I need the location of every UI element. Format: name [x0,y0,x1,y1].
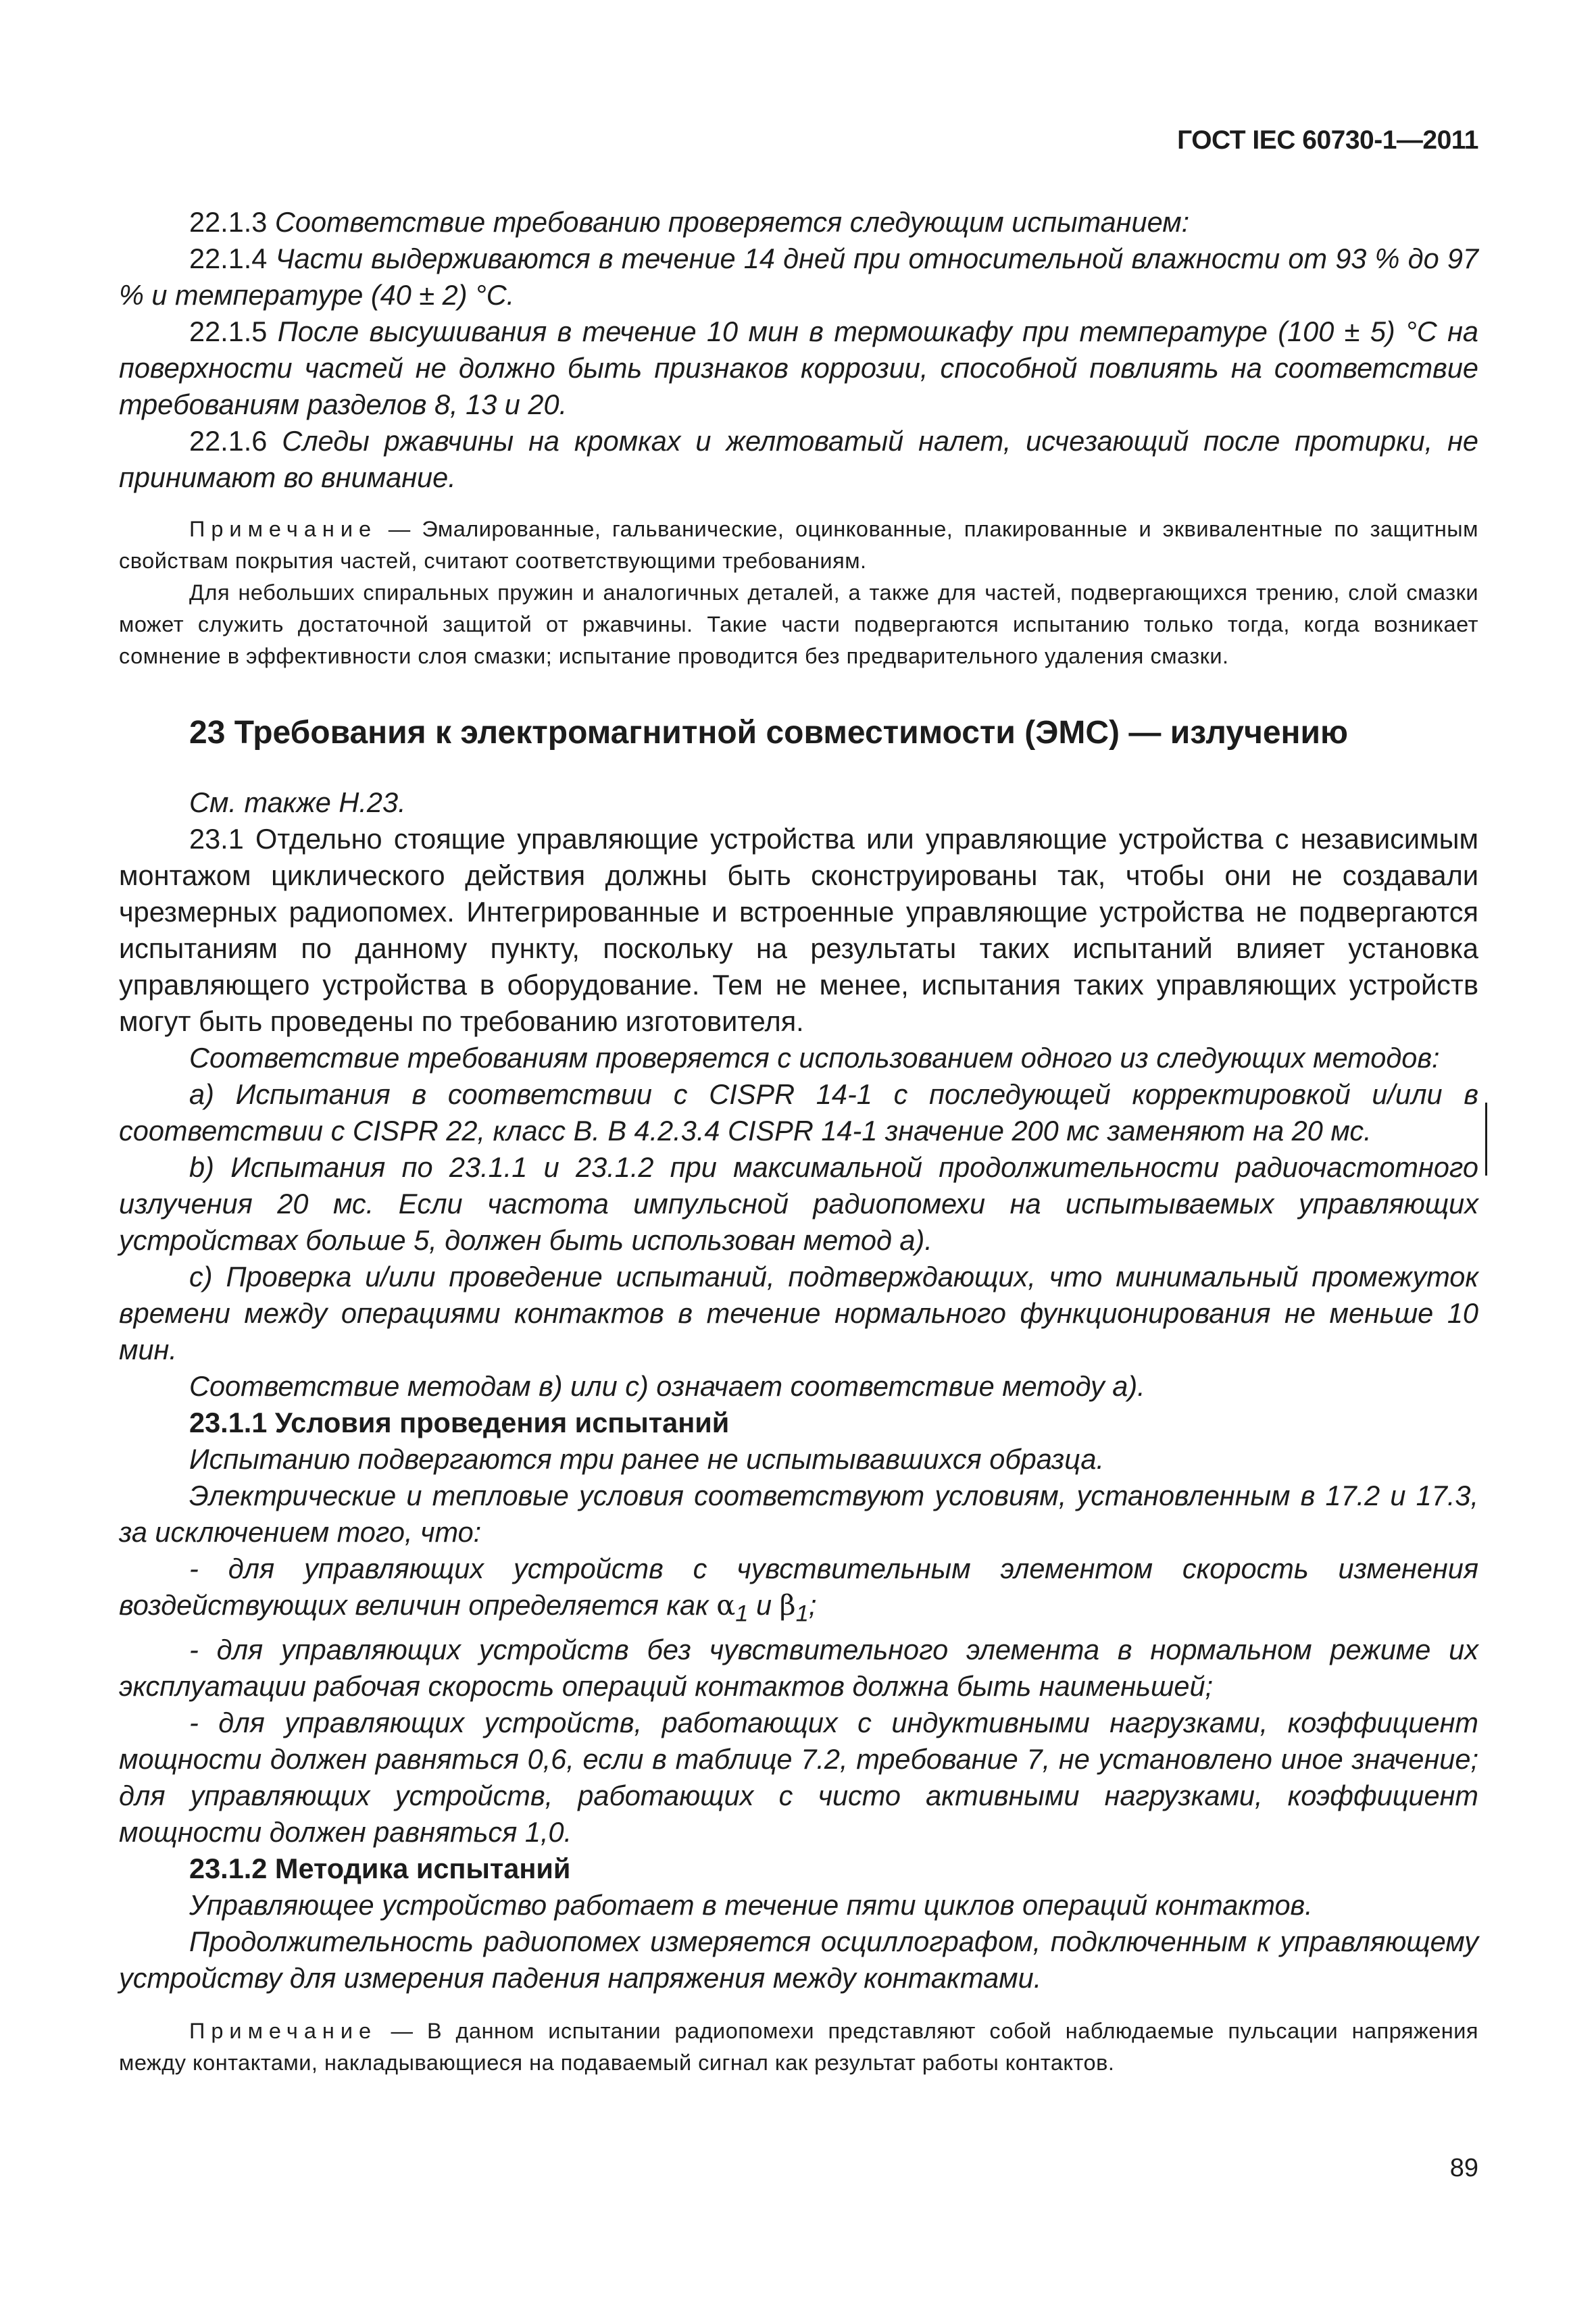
clause-22-1-5 [119,313,1478,423]
clause-number: 22.1.4 [189,243,268,274]
see-also: См. также Н.23. [189,786,406,818]
method-b: b) Испытания по 23.1.1 и 23.1.2 при максимальной продолжительности радиочастотного излучения 20 мс. Если частота импульсной радиопомехи на испытываемых управляющих устройствах больше 5, должен быть использован метод а). [119,1151,1478,1256]
note-coatings [119,513,1478,577]
clause-text: После высушивания в течение 10 мин в термошкафу при температуре (100 ± 5) °С на поверхности частей не должно быть признаков коррозии, способной повлиять на соответствие требованиям разделов 8, 13 и 20. [119,316,1478,420]
methods-bc-equivalence: Соответствие методам в) или с) означает соответствие методу а). [189,1370,1145,1402]
page-content [119,204,1478,2079]
test-duration-measurement: Продолжительность радиопомех измеряется осциллографом, подключенным к управляющему устройству для измерения падения напряжения между контактами. [119,1926,1478,1994]
clause-text: Части выдерживаются в течение 14 дней при относительной влажности от 93 % до 97 % и температуре (40 ± 2) °С. [119,243,1478,311]
condition-power-factor: - для управляющих устройств, работающих с индуктивными нагрузками, коэффициент мощности должен равняться 0,6, если в таблице 7.2, требование 7, не установлено иное значение; для управляющих устройств, работающих с чисто активными нагрузками, коэффициент мощности должен равняться 1,0. [119,1707,1478,1848]
condition-no-sensing-element: - для управляющих устройств без чувствительного элемента в нормальном режиме их эксплуатации рабочая скорость операций контактов должна быть наименьшей; [119,1634,1478,1703]
clause-22-1-4 [119,241,1478,313]
clause-23-1: 23.1 Отдельно стоящие управляющие устройства или управляющие устройства с независимым монтажом циклического действия должны быть сконструированы так, чтобы они не создавали чрезмерных радиопомех. Интегрированные и встроенные управляющие устройства не подвергаются испытаниям по данному пункту, поскольку на результаты таких испытаний влияет установка управляющего устройства в оборудование. Тем не менее, испытания таких управляющих устройств могут быть проведены по требованию изготовителя. [119,823,1478,1037]
clause-number: 22.1.3 [189,206,268,238]
beta-symbol: β [779,1588,796,1621]
clause-number: 22.1.5 [189,316,268,347]
clause-number: 22.1.6 [189,425,268,457]
clause-23-1-1-heading: 23.1.1 Условия проведения испытаний [189,1407,730,1438]
standard-code-header: ГОСТ IEC 60730-1—2011 [1177,126,1478,155]
semicolon: ; [808,1589,817,1621]
page-number: 89 [1449,2154,1478,2182]
note-label: Примечание [189,517,378,541]
test-samples: Испытанию подвергаются три ранее не испытывавшихся образца. [189,1443,1105,1475]
clause-22-1-6 [119,423,1478,496]
clause-23-1-2-heading: 23.1.2 Методика испытаний [189,1853,571,1885]
change-bar [1485,1103,1487,1176]
condition-sensing-element [119,1551,1478,1632]
test-cycles: Управляющее устройство работает в течение пяти циклов операций контактов. [189,1889,1313,1921]
clause-22-1-3 [119,204,1478,241]
note-label: Примечание [189,2019,378,2044]
method-a: а) Испытания в соответствии с CISPR 14-1 с последующей корректировкой и/или в соответствии с CISPR 22, класс В. В 4.2.3.4 CISPR 14-1 значение 200 мс заменяют на 20 мс. [119,1078,1478,1147]
note-text: — В данном испытании радиопомехи представляют собой наблюдаемые пульсации напряжения между контактами, накладывающиеся на подаваемый сигнал как результат работы контактов. [119,2019,1479,2076]
clause-text: Соответствие требованию проверяется следующим испытанием: [274,206,1190,238]
compliance-methods-intro: Соответствие требованиям проверяется с использованием одного из следующих методов: [189,1042,1440,1074]
method-c: с) Проверка и/или проведение испытаний, подтверждающих, что минимальный промежуток времени между операциями контактов в течение нормального функционирования не меньше 10 мин. [119,1261,1478,1365]
note-springs: Для небольших спиральных пружин и аналогичных деталей, а также для частей, подвергающихся трению, слой смазки может служить достаточной защитой от ржавчины. Такие части подвергаются испытанию только тогда, когда возникает сомнение в эффективности слоя смазки; испытание проводится без предварительного удаления смазки. [119,580,1478,668]
alpha-symbol: α [716,1588,736,1621]
note-text: — Эмалированные, гальванические, оцинкованные, плакированные и эквивалентные по защитным свойствам покрытия частей, считают соответствующими требованиям. [119,517,1479,573]
note-interference [119,2015,1478,2079]
clause-text: Следы ржавчины на кромках и желтоватый налет, исчезающий после протирки, не принимают во внимание. [119,425,1479,493]
beta-subscript: 1 [795,1601,809,1627]
condition-text: - для управляющих устройств с чувствительным элементом скорость изменения воздействующих величин определяется как [119,1553,1478,1621]
test-conditions: Электрические и тепловые условия соответствуют условиям, установленным в 17.2 и 17.3, за исключением того, что: [119,1480,1478,1548]
conjunction: и [748,1589,780,1621]
alpha-subscript: 1 [735,1601,749,1627]
section-23-heading: 23 Требования к электромагнитной совместимости (ЭМС) — излучению [189,715,1349,751]
